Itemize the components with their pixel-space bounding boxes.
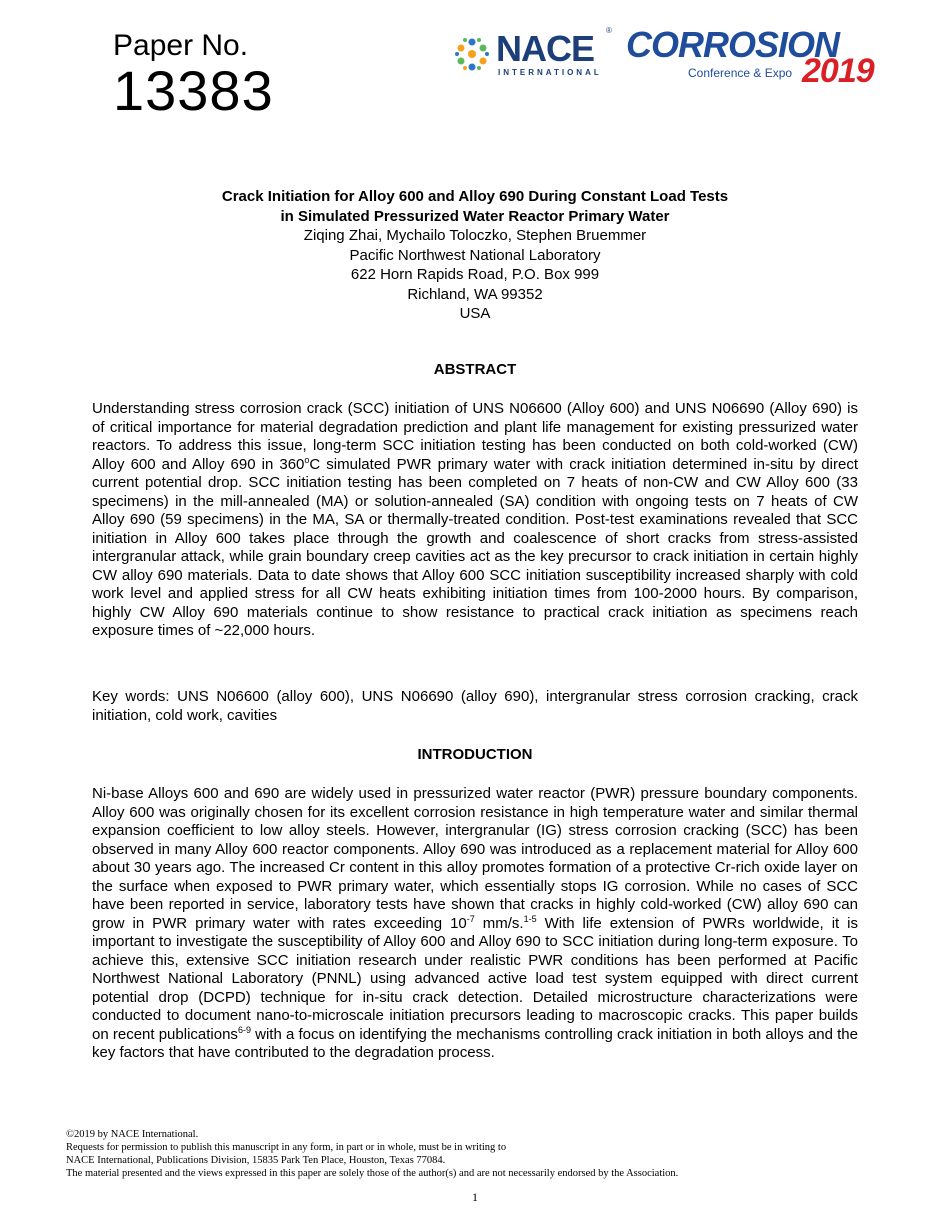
citation-1-5: 1-5: [523, 913, 537, 924]
affiliation: Pacific Northwest National Laboratory: [349, 246, 601, 264]
country: USA: [459, 305, 491, 322]
page-number: 1: [472, 1190, 478, 1204]
nace-logo: [452, 26, 622, 80]
paper-title: [92, 187, 858, 226]
intro-text-part2: mm/s.: [474, 914, 524, 932]
abstract-text-part1: Understanding stress corrosion crack (SCC) initiation of UNS N06600 (Alloy 600) and UNS N06690 (Alloy 690) is of critical importance for material degradation prediction and plant life management for existing pressurized water reactors. To address this issue, long-term SCC initiation testing has been conducted on both cold-worked (CW) Alloy 600 and Alloy 690 in 360: [92, 400, 858, 473]
paper-number-block: [113, 30, 274, 120]
title-line-1: Crack Initiation for Alloy 600 and Alloy 690 During Constant Load Tests: [221, 188, 729, 205]
intro-text-part4: with a focus on identifying the mechanisms controlling crack initiation in both alloys and the key factors that have contributed to the degradation process.: [92, 1025, 858, 1061]
degree-superscript: o: [304, 454, 310, 465]
nace-wordmark: NACE: [496, 28, 595, 69]
citation-6-9: 6-9: [237, 1024, 251, 1035]
copyright-line: ©2019 by NACE International.: [66, 1129, 199, 1140]
city: Richland, WA 99352: [407, 285, 543, 303]
title-line-2: in Simulated Pressurized Water Reactor Primary Water: [280, 207, 670, 225]
address: 622 Horn Rapids Road, P.O. Box 999: [350, 266, 600, 283]
conference-year: 2019: [802, 52, 874, 90]
copyright-footer: [66, 1128, 886, 1180]
corrosion-conference-logo: [626, 24, 886, 90]
nace-globe-icon: [452, 34, 492, 74]
conference-wordmark: CORROSION: [626, 24, 840, 65]
abstract-text-part2: C simulated PWR primary water with crack initiation determined in-situ by direct current potential drop. SCC initiation testing has been completed on 7 heats of non-CW and CW Alloy 600 (33 specimens) in the mill-annealed (MA) or solution-annealed (SA) condition with ongoing tests on 7 heats of CW Alloy 690 (59 specimens) in the MA, SA or thermally-treated condition. Post-test examinations revealed that SCC initiation in Alloy 600 takes place through the growth and coalescence of short cracks from stress-assisted intergranular attack, while grain boundary creep cavities act as the key precursor to crack initiation in certain highly CW alloy 690 materials. Data to date shows that Alloy 600 SCC initiation susceptibility increased sharply with cold work level and applied stress for all CW heats exhibiting initiation times from 100-2000 hours. By comparison, highly CW Alloy 690 materials continue to show resistance to practical crack initiation as specimens reach exposure times of ~22,000 hours.: [92, 455, 858, 639]
registered-mark: ®: [606, 26, 612, 35]
introduction-heading: INTRODUCTION: [417, 746, 533, 763]
footer-line-3: NACE International, Publications Division, 15835 Park Ten Place, Houston, Texas 77084.: [66, 1155, 446, 1166]
abstract-paragraph: [92, 400, 858, 641]
paper-label: Paper No.: [113, 29, 249, 62]
author-names: Ziqing Zhai, Mychailo Toloczko, Stephen Bruemmer: [303, 227, 647, 244]
intro-text-part3: With life extension of PWRs worldwide, it is important to investigate the susceptibility of Alloy 600 and Alloy 690 to SCC initiation during long-term exposure. To achieve this, extensive SCC initiation research under realistic PWR conditions has been performed at Pacific Northwest National Laboratory (PNNL) using advanced active load test system equipped with direct current potential drop (DCPD) technique for in-situ crack detection. Detailed microstructure characterizations were conducted to document nano-to-microscale initiation precursors leading to macroscopic cracks. This paper builds on recent publications: [92, 914, 858, 1043]
author-block: [92, 226, 858, 324]
introduction-paragraph: [92, 785, 858, 1063]
exponent-superscript: -7: [466, 913, 475, 924]
paper-number: 13383: [113, 59, 274, 122]
footer-line-2: Requests for permission to publish this manuscript in any form, in part or in whole, must be in writing to: [66, 1142, 507, 1153]
abstract-heading: ABSTRACT: [433, 361, 517, 378]
footer-line-4: The material presented and the views expressed in this paper are solely those of the author(s) and are not necessarily endorsed by the Association.: [66, 1168, 679, 1179]
keywords-paragraph: Key words: UNS N06600 (alloy 600), UNS N06690 (alloy 690), intergranular stress corrosion cracking, crack initiation, cold work, cavities: [92, 688, 858, 724]
nace-subtitle: INTERNATIONAL: [498, 68, 602, 77]
intro-text-part1: Ni-base Alloys 600 and 690 are widely used in pressurized water reactor (PWR) pressure boundary components. Alloy 600 was originally chosen for its excellent corrosion resistance in high temperature water and similar thermal expansion coefficient to low alloy steels. However, intergranular (IG) stress corrosion cracking (SCC) has been observed in many Alloy 600 reactor components. Alloy 690 was introduced as a replacement material for Alloy 600 about 30 years ago. The increased Cr content in this alloy promotes formation of a protective Cr-rich oxide layer on the surface when exposed to PWR primary water, which essentially stops IG corrosion. While no cases of SCC have been reported in service, laboratory tests have shown that cracks in highly cold-worked (CW) alloy 690 can grow in PWR primary water with rates exceeding 10: [92, 785, 858, 932]
conference-subtitle: Conference & Expo: [688, 66, 793, 80]
